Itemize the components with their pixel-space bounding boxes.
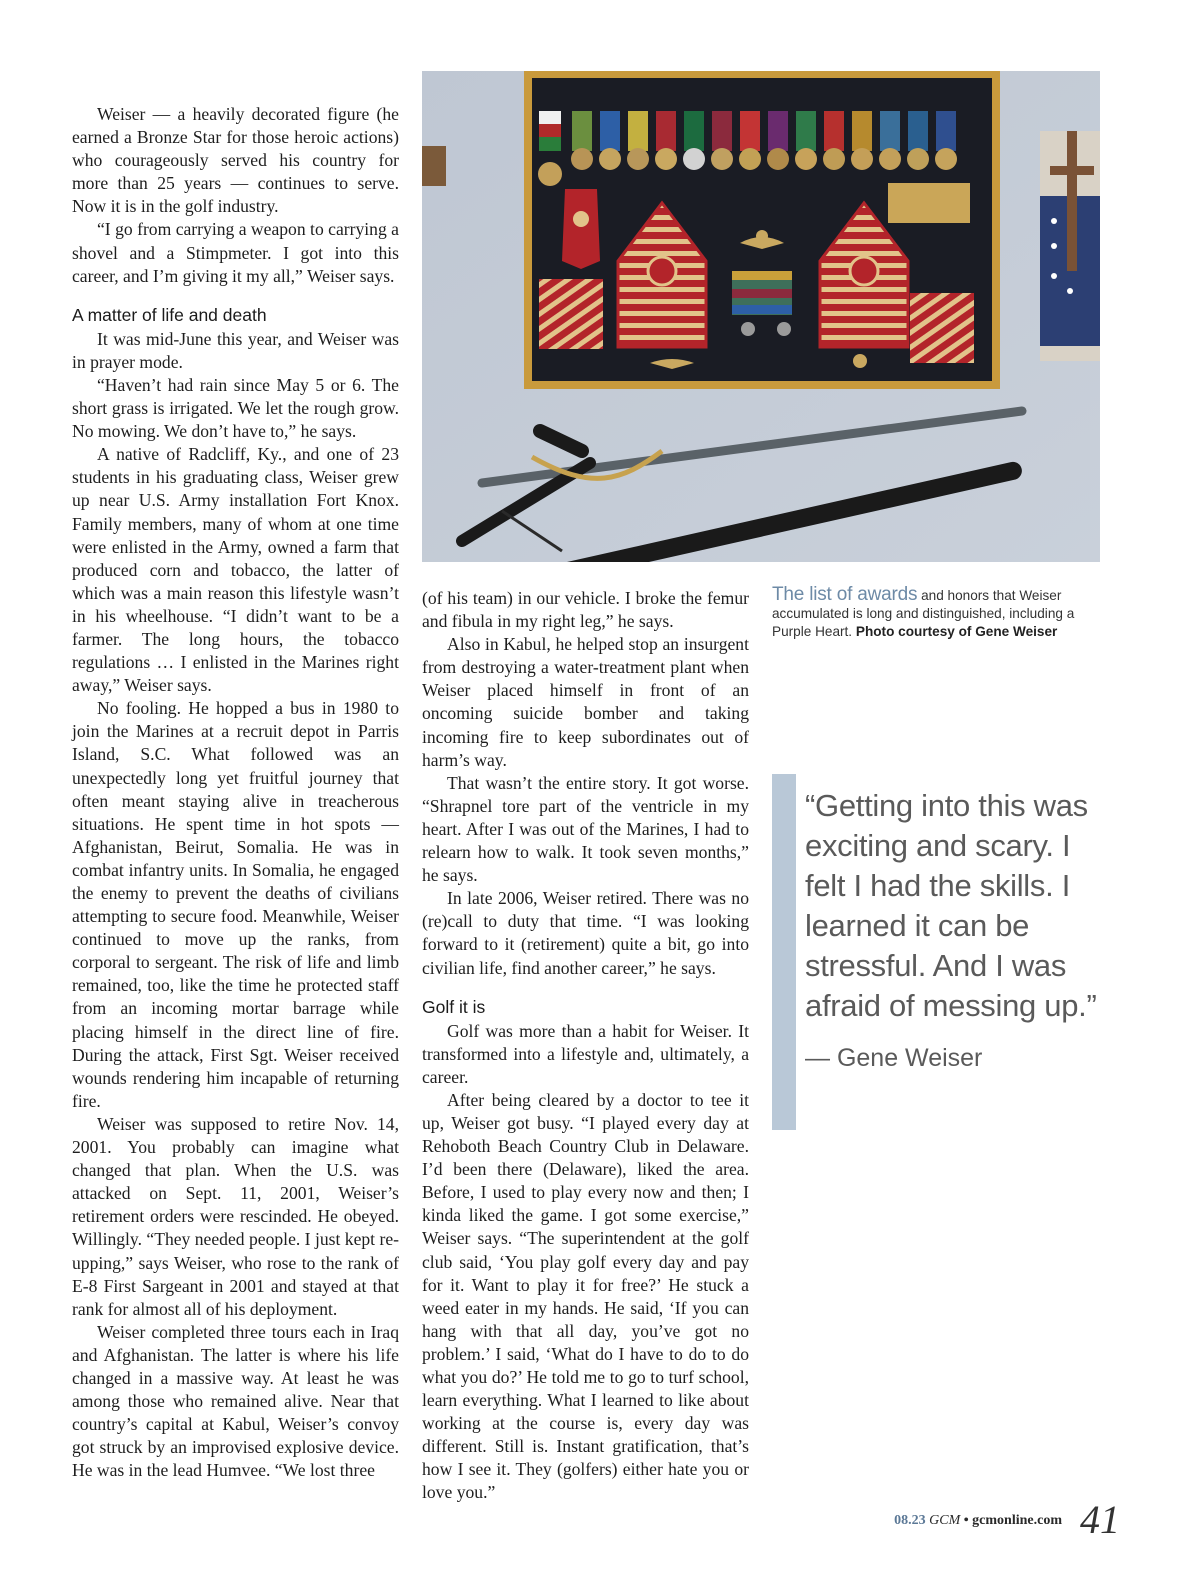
issue-line	[894, 1513, 1062, 1529]
article-column-2	[422, 587, 749, 1505]
paragraph: A native of Radcliff, Ky., and one of 23 students in his graduating class, Weiser grew up near U.S. Army installation Fort Knox. Family members, many of whom at one time were enlisted in the Army, owned a farm that produced corn and tobacco, the latter of which was a main reason this lifestyle wasn’t in his wheelhouse. “I didn’t want to be a farmer. The long hours, the tobacco regulations … I enlisted in the Marines right away,” Weiser says.	[72, 444, 399, 696]
page-number: 41	[1080, 1497, 1120, 1542]
paragraph: Weiser was supposed to retire Nov. 14, 2001. You probably can imagine what changed that plan. When the U.S. was attacked on Sept. 11, 2001, Weiser’s retirement orders were rescinded. He obeyed. Willingly. “They needed people. I just kept re-upping,” says Weiser, who rose to the rank of E-8 First Sargeant in 2001 and stayed at that rank for almost all of his deployment.	[72, 1113, 399, 1319]
paragraph: Also in Kabul, he helped stop an insurgent from destroying a water-treatment plant when Weiser placed himself in front of an oncoming suicide bomber and taking incoming fire to keep subordinates out of harm’s way.	[422, 634, 749, 770]
pull-quote-text: “Getting into this was exciting and scary. I felt I had the skills. I learned it can be stressful. And I was afraid of messing up.”	[805, 788, 1097, 1023]
paragraph: In late 2006, Weiser retired. There was no (re)call to duty that time. “I was looking forward to it (retirement) quite a bit, go into civilian life, find another career,” he says.	[422, 888, 749, 978]
separator: •	[960, 1513, 973, 1528]
paragraph: “Haven’t had rain since May 5 or 6. The short grass is irrigated. We let the rough grow. No mowing. We don’t have to,” he says.	[72, 374, 399, 442]
article-column-1	[72, 103, 399, 1482]
pull-quote-attribution: — Gene Weiser	[805, 1044, 983, 1072]
paragraph: Golf was more than a habit for Weiser. It transformed into a lifestyle and, ultimately, a career.	[422, 1020, 749, 1087]
pull-quote	[772, 774, 1102, 1130]
page-footer	[852, 1490, 1120, 1540]
website-link[interactable]: gcmonline.com	[972, 1513, 1062, 1528]
photo-credit: Photo courtesy of Gene Weiser	[855, 624, 1058, 639]
caption-lead: The list of awards	[772, 584, 918, 605]
paragraph: Weiser completed three tours each in Iraq and Afghanistan. The latter is where his life changed in a massive way. At least he was among those who remained alive. Near that country’s capital at Kabul, Weiser’s convoy got struck by an improvised explosive device. He was in the lead Humvee. “We lost three	[72, 1321, 399, 1481]
paragraph: It was mid-June this year, and Weiser was in prayer mode.	[72, 328, 399, 372]
paragraph: Weiser — a heavily decorated figure (he earned a Bronze Star for those heroic actions) who courageously served his country for more than 25 years — continues to serve. Now it is in the golf industry.	[72, 104, 399, 217]
paragraph: After being cleared by a doctor to tee it up, Weiser got busy. “I played every day at Rehoboth Beach Country Club in Delaware. I’d been there (Delaware), liked the area. Before, I used to play every now and then; I kinda liked the game. I got some exercise,” Weiser says. “The superintendent at the golf club said, ‘You play golf every day and pay for it. Want to play it for free?’ He stuck a weed eater in my hands. He said, ‘If you can hang with that all day, you’ve got no problem.’ I said, ‘What do I have to do to do what you do?’ He told me to go to turf school, learn everything. What I learned to like about working at the course is, every day was different. Still is. Instant gratification, that’s how I see it. They (golfers) either hate you or love you.”	[422, 1089, 749, 1503]
magazine-name: GCM	[929, 1513, 961, 1528]
paragraph: (of his team) in our vehicle. I broke the femur and fibula in my right leg,” he says.	[422, 588, 749, 632]
paragraph: “I go from carrying a weapon to carrying a shovel and a Stimpmeter. I got into this career, and I’m giving it my all,” Weiser says.	[72, 219, 399, 286]
issue-date: 08.23	[894, 1513, 926, 1528]
caption-text: and honors that Weiser accumulated is long and distinguished, including a Purple Heart.	[772, 588, 1075, 639]
section-heading: Golf it is	[422, 996, 486, 1017]
photo-caption	[772, 586, 1104, 641]
paragraph: That wasn’t the entire story. It got worse. “Shrapnel tore part of the ventricle in my heart. After I was out of the Marines, I had to relearn how to walk. It took seven months,” he says.	[422, 772, 749, 886]
awards-photo	[422, 71, 1100, 562]
section-heading: A matter of life and death	[72, 304, 267, 325]
paragraph: No fooling. He hopped a bus in 1980 to join the Marines at a recruit depot in Parris Island, S.C. What followed was an unexpectedly long yet fruitful journey that often meant staying alive in treacherous situations. He spent time in hot spots — Afghanistan, Beirut, Somalia. He was in combat infantry units. In Somalia, he engaged the enemy to prevent the deaths of civilians attempting to secure food. Meanwhile, Weiser continued to move up the ranks, from corporal to sergeant. The risk of life and limb remained, too, like the time he protected staff from an incoming mortar barrage while placing himself in the direct line of fire. During the attack, First Sgt. Weiser received wounds rendering him incapable of returning fire.	[72, 698, 399, 1111]
